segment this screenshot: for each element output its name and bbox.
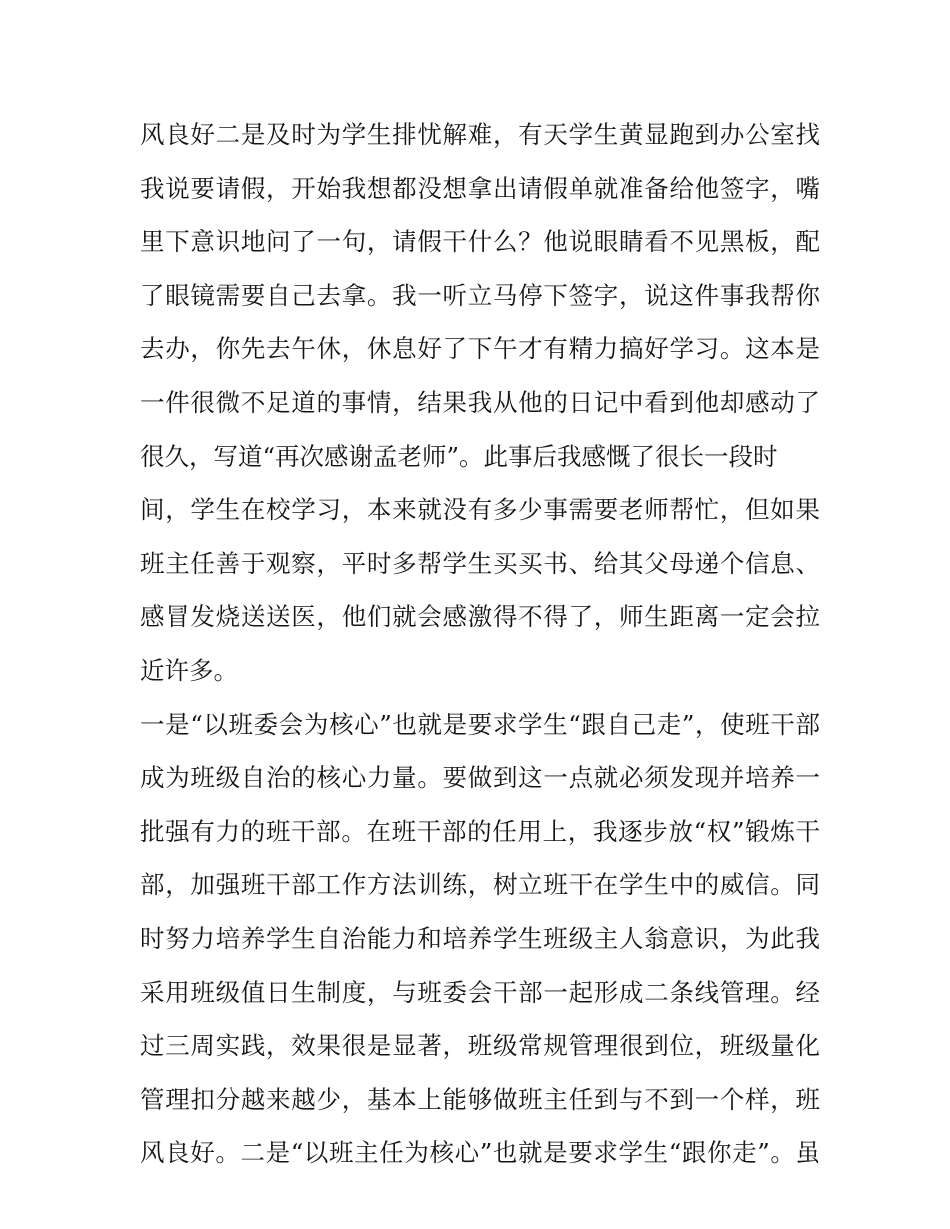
text-line: 感冒发烧送送医，他们就会感激得不得了，师生距离一定会拉: [140, 602, 820, 632]
text-line: 部，加强班干部工作方法训练，树立班干在学生中的威信。同: [140, 870, 820, 900]
text-line: 班主任善于观察，平时多帮学生买买书、给其父母递个信息、: [140, 548, 820, 578]
text-line: 过三周实践，效果很是显著，班级常规管理很到位，班级量化: [140, 1031, 820, 1061]
text-line: 一件很微不足道的事情，结果我从他的日记中看到他却感动了: [140, 387, 820, 417]
text-line: 风良好。二是“以班主任为核心”也就是要求学生“跟你走”。虽: [140, 1138, 820, 1168]
text-line: 成为班级自治的核心力量。要做到这一点就必须发现并培养一: [140, 763, 820, 793]
text-line: 批强有力的班干部。在班干部的任用上，我逐步放“权”锻炼干: [140, 816, 820, 846]
text-line: 里下意识地问了一句，请假干什么？他说眼睛看不见黑板，配: [140, 227, 820, 257]
text-line: 近许多。: [140, 655, 238, 685]
text-line: 一是“以班委会为核心”也就是要求学生“跟自己走”，使班干部: [140, 709, 820, 739]
text-line: 很久，写道“再次感谢孟老师”。此事后我感慨了很长一段时: [140, 441, 778, 471]
text-line: 去办，你先去午休，休息好了下午才有精力搞好学习。这本是: [140, 334, 820, 364]
text-line: 风良好二是及时为学生排忧解难，有天学生黄显跑到办公室找: [140, 120, 820, 149]
text-line: 我说要请假，开始我想都没想拿出请假单就准备给他签字，嘴: [140, 173, 820, 203]
text-line: 了眼镜需要自己去拿。我一听立马停下签字，说这件事我帮你: [140, 280, 820, 310]
text-line: 采用班级值日生制度，与班委会干部一起形成二条线管理。经: [140, 977, 820, 1007]
body-text: [140, 108, 820, 1180]
text-line: 时努力培养学生自治能力和培养学生班级主人翁意识，为此我: [140, 923, 820, 953]
text-line: 管理扣分越来越少，基本上能够做班主任到与不到一个样，班: [140, 1084, 820, 1114]
text-line: 间，学生在校学习，本来就没有多少事需要老师帮忙，但如果: [140, 495, 820, 525]
